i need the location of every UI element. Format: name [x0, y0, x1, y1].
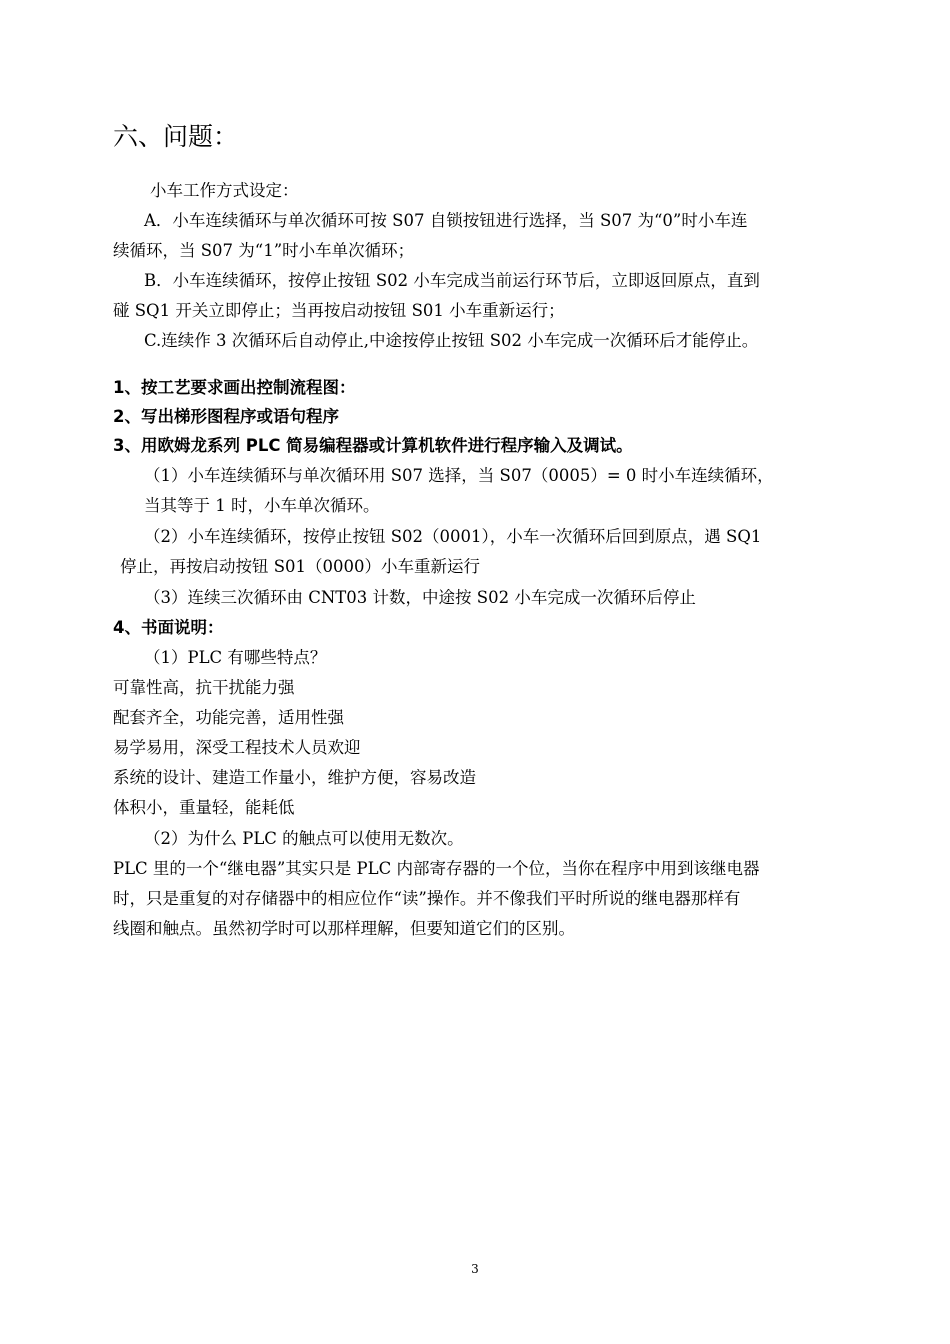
q1-point: 体积小，重量轻，能耗低 — [113, 798, 295, 817]
task-3-sub-1-line-2: 当其等于 1 时，小车单次循环。 — [144, 496, 380, 515]
task-3: 3、用欧姆龙系列 PLC 简易编程器或计算机软件进行程序输入及调试。 — [113, 436, 633, 455]
task-3-sub-2-line-1: （2）小车连续循环，按停止按钮 S02（0001），小车一次循环后回到原点，遇 SQ1 — [144, 527, 762, 546]
task-4: 4、书面说明： — [113, 618, 224, 637]
task-1: 1、按工艺要求画出控制流程图： — [113, 378, 356, 397]
task-3-sub-1-line-1: （1）小车连续循环与单次循环用 S07 选择，当 S07（0005）= 0 时小车连续循环， — [144, 466, 774, 485]
question-1: （1）PLC 有哪些特点？ — [144, 648, 327, 667]
q2-answer-line: PLC 里的一个“继电器”其实只是 PLC 内部寄存器的一个位，当你在程序中用到该继电器 — [113, 859, 760, 878]
q1-point: 易学易用，深受工程技术人员欢迎 — [113, 738, 361, 757]
mode-item-b-line-2: 碰 SQ1 开关立即停止；当再按启动按钮 S01 小车重新运行； — [113, 301, 565, 320]
question-2: （2）为什么 PLC 的触点可以使用无数次。 — [144, 829, 464, 848]
task-3-sub-2-line-2: 停止，再按启动按钮 S01（0000）小车重新运行 — [120, 557, 481, 576]
q2-answer-line: 时，只是重复的对存储器中的相应位作“读”操作。并不像我们平时所说的继电器那样有 — [113, 889, 741, 908]
mode-item-a-line-1: A．小车连续循环与单次循环可按 S07 自锁按钮进行选择，当 S07 为“0”时小车连 — [144, 211, 748, 230]
mode-item-c: C.连续作 3 次循环后自动停止,中途按停止按钮 S02 小车完成一次循环后才能停止。 — [144, 331, 759, 350]
q1-point: 系统的设计、建造工作量小，维护方便，容易改造 — [113, 768, 476, 787]
mode-item-b-line-1: B．小车连续循环，按停止按钮 S02 小车完成当前运行环节后，立即返回原点，直到 — [144, 271, 760, 290]
mode-setting-title: 小车工作方式设定： — [150, 181, 299, 200]
task-3-sub-3: （3）连续三次循环由 CNT03 计数，中途按 S02 小车完成一次循环后停止 — [144, 588, 696, 607]
q1-point: 配套齐全，功能完善，适用性强 — [113, 708, 344, 727]
q1-point: 可靠性高，抗干扰能力强 — [113, 678, 295, 697]
mode-item-a-line-2: 续循环，当 S07 为“1”时小车单次循环； — [113, 241, 415, 260]
page-number: 3 — [471, 1262, 479, 1276]
task-2: 2、写出梯形图程序或语句程序 — [113, 407, 339, 426]
q2-answer-line: 线圈和触点。虽然初学时可以那样理解，但要知道它们的区别。 — [113, 919, 575, 938]
section-title: 六、问题： — [113, 122, 239, 151]
